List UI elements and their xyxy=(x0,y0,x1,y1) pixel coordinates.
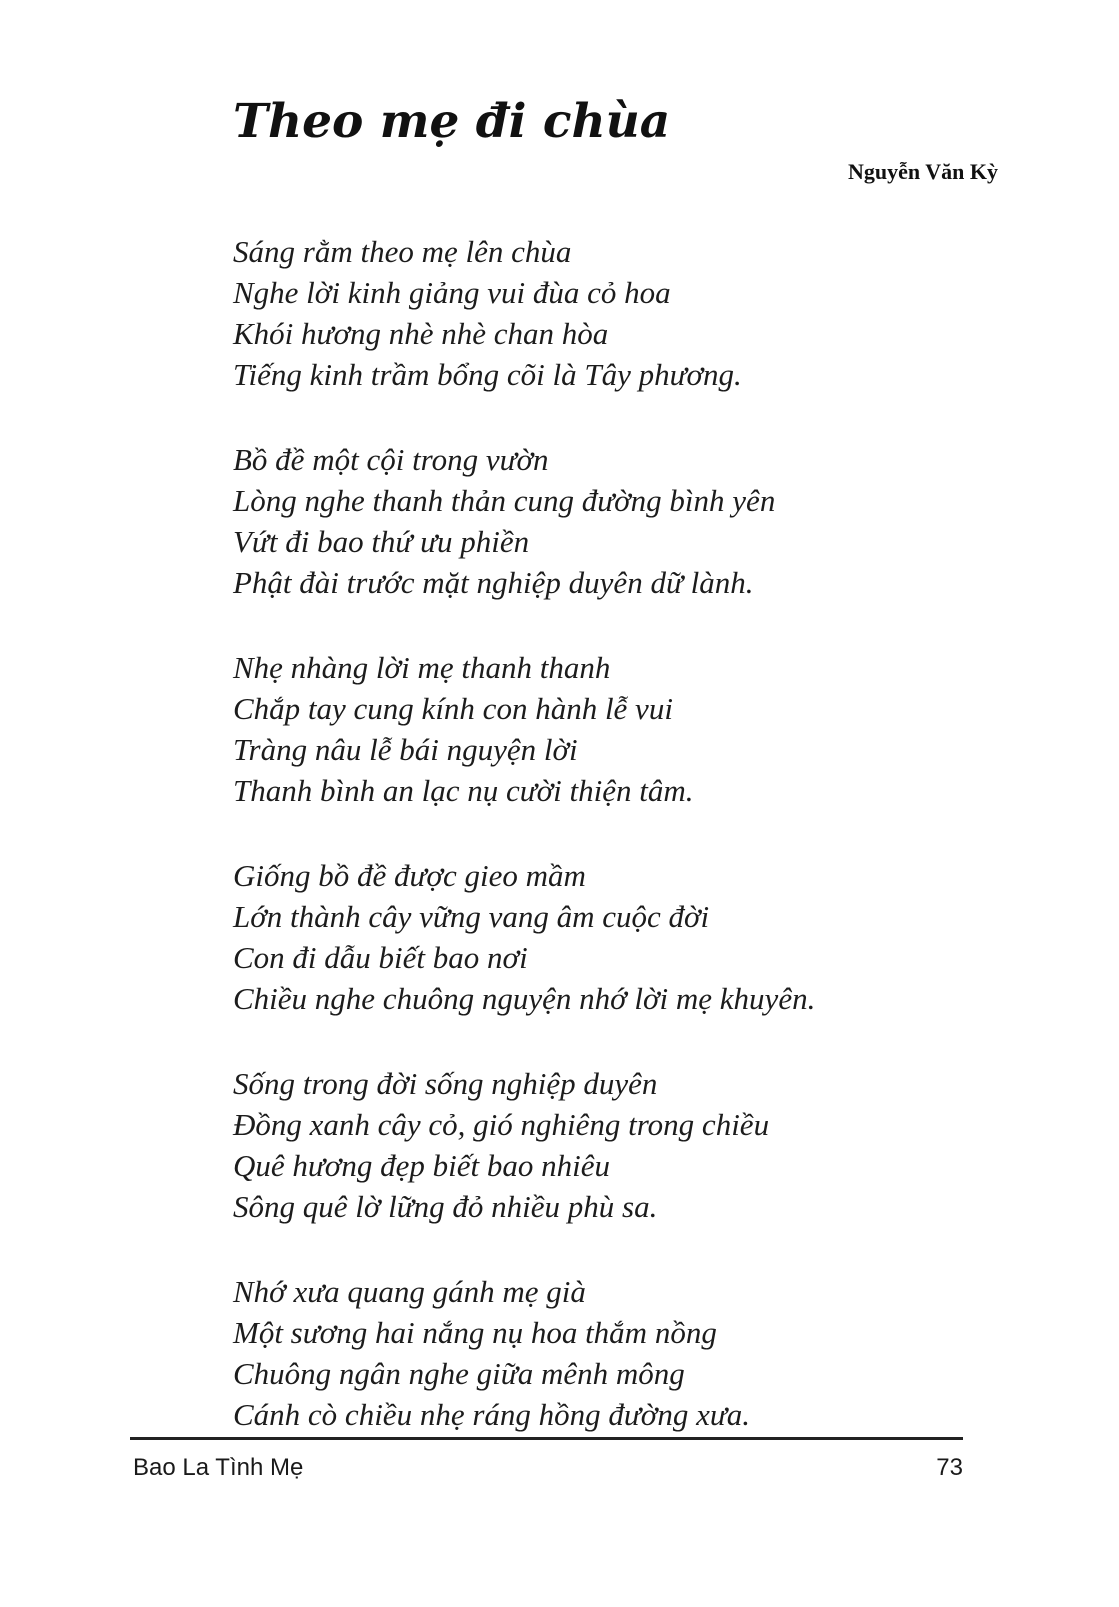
stanza-4 xyxy=(233,855,993,1019)
verse-line: Giống bồ đề được gieo mầm xyxy=(233,858,586,893)
verse-line: Nhẹ nhàng lời mẹ thanh thanh xyxy=(233,650,611,685)
verse-line: Thanh bình an lạc nụ cười thiện tâm. xyxy=(233,773,694,808)
verse-line: Tràng nâu lễ bái nguyện lời xyxy=(233,732,578,767)
stanza-2 xyxy=(233,439,993,603)
verse-line: Khói hương nhè nhè chan hòa xyxy=(233,316,609,351)
footer-page-number: 73 xyxy=(936,1454,963,1481)
verse-line: Chuông ngân nghe giữa mênh mông xyxy=(233,1356,685,1391)
poem-author: Nguyễn Văn Kỳ xyxy=(848,159,998,184)
poem-title: Theo mẹ đi chùa xyxy=(233,94,671,149)
verse-line: Lớn thành cây vững vang âm cuộc đời xyxy=(233,899,710,934)
verse-line: Sáng rằm theo mẹ lên chùa xyxy=(233,234,572,269)
verse-line: Một sương hai nắng nụ hoa thắm nồng xyxy=(233,1315,717,1350)
verse-line: Đồng xanh cây cỏ, gió nghiêng trong chiều xyxy=(233,1107,770,1142)
verse-line: Phật đài trước mặt nghiệp duyên dữ lành. xyxy=(233,565,754,600)
verse-line: Tiếng kinh trầm bổng cõi là Tây phương. xyxy=(233,357,742,392)
verse-line: Quê hương đẹp biết bao nhiêu xyxy=(233,1148,610,1183)
verse-line: Nghe lời kinh giảng vui đùa cỏ hoa xyxy=(233,275,671,310)
stanza-5 xyxy=(233,1063,993,1227)
verse-line: Nhớ xưa quang gánh mẹ già xyxy=(233,1274,586,1309)
verse-line: Sống trong đời sống nghiệp duyên xyxy=(233,1066,658,1101)
verse-line: Bồ đề một cội trong vườn xyxy=(233,442,549,477)
verse-line: Con đi dẫu biết bao nơi xyxy=(233,940,528,975)
footer-divider xyxy=(130,1437,963,1440)
verse-line: Vứt đi bao thứ ưu phiền xyxy=(233,524,530,559)
verse-line: Chắp tay cung kính con hành lễ vui xyxy=(233,691,673,726)
verse-line: Sông quê lờ lững đỏ nhiều phù sa. xyxy=(233,1189,658,1224)
verse-line: Lòng nghe thanh thản cung đường bình yên xyxy=(233,483,776,518)
verse-line: Chiều nghe chuông nguyện nhớ lời mẹ khuyên. xyxy=(233,981,816,1016)
stanza-1 xyxy=(233,231,993,395)
footer-book-title: Bao La Tình Mẹ xyxy=(133,1454,304,1481)
stanza-6 xyxy=(233,1271,993,1435)
verse-line: Cánh cò chiều nhẹ ráng hồng đường xưa. xyxy=(233,1397,751,1432)
stanza-3 xyxy=(233,647,993,811)
poem-body xyxy=(233,231,993,1435)
